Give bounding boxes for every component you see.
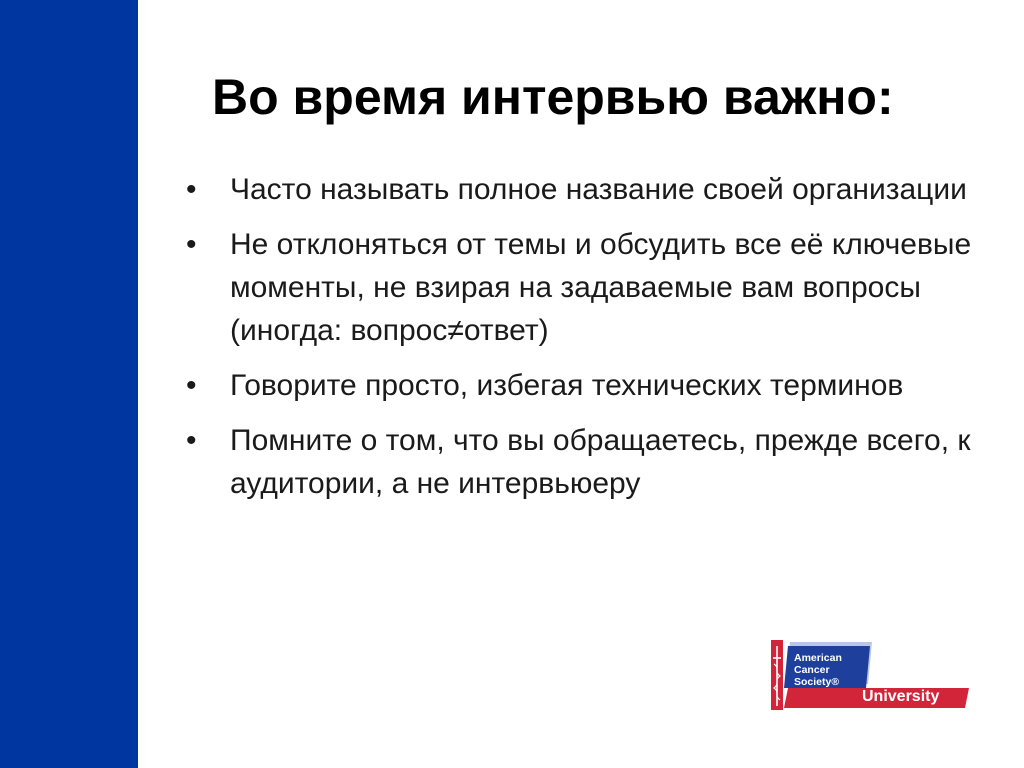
logo-university-label: University (862, 688, 940, 705)
bullet-marker: • (186, 173, 197, 206)
bullet-marker: • (186, 228, 197, 261)
acs-university-logo (768, 638, 973, 712)
list-item (186, 364, 976, 407)
bullet-list (186, 168, 976, 517)
bullet-text: Не отклоняться от темы и обсудить все её ключевые моменты, не взирая на задаваемые вам вопросы (иногда: вопрос≠ответ) (230, 228, 972, 347)
bullet-text: Часто называть полное название своей организации (230, 173, 967, 206)
list-item (186, 223, 976, 352)
list-item (186, 168, 976, 211)
slide-title: Во время интервью важно: (212, 69, 894, 125)
bullet-marker: • (186, 424, 197, 457)
logo-org-name: American Cancer Society® (794, 652, 842, 688)
bullet-text: Говорите просто, избегая технических терминов (230, 369, 904, 402)
bullet-text: Помните о том, что вы обращаетесь, прежде всего, к аудитории, а не интервьюеру (230, 424, 971, 500)
list-item (186, 419, 976, 505)
bullet-marker: • (186, 369, 197, 402)
side-bar (0, 0, 138, 768)
